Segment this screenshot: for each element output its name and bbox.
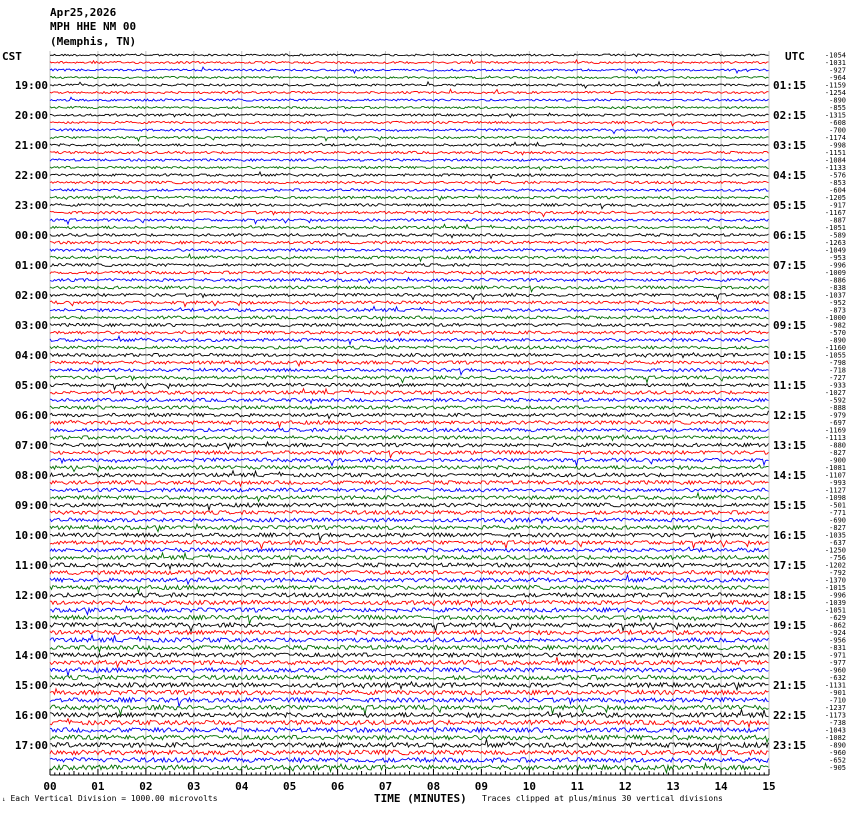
utc-hour-label: 18:15 [773,589,807,602]
trace-offset-label: -886 [829,276,846,285]
trace-offset-label: -890 [829,336,846,345]
trace-45 [50,389,769,395]
trace-28 [50,264,769,267]
trace-offset-label: -1127 [824,486,846,495]
trace-offset-label: -756 [829,554,846,562]
trace-offset-label: -1173 [824,711,846,720]
trace-offset-label: -927 [829,66,846,75]
utc-hour-label: 04:15 [773,169,807,182]
left-timezone-label: CST [2,50,22,63]
trace-56 [50,471,769,477]
trace-49 [50,420,769,427]
trace-offset-label: -1113 [824,434,846,442]
x-axis-title: TIME (MINUTES) [374,792,467,805]
trace-5 [50,89,769,93]
trace-offset-label: -1009 [824,269,846,277]
trace-offset-label: -1027 [824,389,846,397]
trace-17 [50,181,769,183]
trace-65 [50,540,769,548]
seismic-traces [50,54,769,773]
trace-offset-label: -718 [829,366,846,375]
trace-offset-label: -977 [829,659,846,667]
trace-offset-label: -1098 [824,494,846,502]
x-tick-label: 05 [283,780,297,793]
trace-88 [50,710,769,718]
trace-offset-label: -1263 [824,239,846,247]
trace-76 [50,623,769,632]
trace-52 [50,442,769,449]
cst-hour-label: 21:00 [14,139,48,152]
x-tick-label: 02 [139,780,153,793]
trace-41 [50,360,769,366]
trace-34 [50,306,769,311]
trace-27 [50,254,769,261]
trace-offset-label: -710 [829,696,846,705]
x-tick-label: 10 [522,780,536,793]
trace-20 [50,204,769,209]
trace-offset-label: -1370 [824,576,846,585]
utc-hour-label: 08:15 [773,289,807,302]
trace-16 [50,172,769,178]
trace-15 [50,166,769,170]
trace-82 [50,668,769,676]
trace-offset-label: -1151 [824,149,846,157]
trace-offset-label: -798 [829,359,846,367]
trace-offset-label: -1031 [824,59,846,67]
trace-offset-label: -887 [829,216,846,225]
trace-70 [50,575,769,584]
trace-offset-label: -901 [829,689,846,697]
trace-25 [50,241,769,244]
cst-hour-label: 07:00 [14,439,48,452]
trace-offset-label: -862 [829,621,846,630]
x-tick-label: 15 [762,780,776,793]
trace-6 [50,97,769,101]
utc-hour-labels [773,79,806,752]
utc-hour-label: 01:15 [773,79,807,92]
x-tick-label: 01 [91,780,105,793]
trace-offset-label: -700 [829,126,846,135]
trace-offset-label: -952 [829,299,846,307]
trace-55 [50,465,769,472]
trace-offset-label: -998 [829,141,846,150]
utc-hour-label: 09:15 [773,319,807,332]
trace-61 [50,511,769,515]
trace-90 [50,728,769,733]
utc-hour-label: 11:15 [773,379,807,392]
station-location: (Memphis, TN) [50,35,137,48]
x-tick-label: 06 [330,780,345,793]
trace-46 [50,398,769,403]
trace-offset-label: -838 [829,284,846,292]
trace-21 [50,211,769,217]
trace-66 [50,547,769,552]
trace-offset-label: -1159 [824,81,846,90]
trace-40 [50,353,769,358]
trace-offset-label: -996 [829,261,846,270]
trace-offset-label: -1167 [824,209,846,217]
trace-offset-label: -576 [829,171,846,180]
x-tick-label: 13 [666,780,680,793]
utc-hour-label: 06:15 [773,229,807,242]
trace-80 [50,653,769,657]
trace-57 [50,481,769,486]
trace-offset-label: -933 [829,381,846,390]
trace-offset-label: -996 [829,591,846,600]
trace-offset-label: -1015 [824,584,846,592]
trace-1 [50,60,769,64]
x-tick-label: 07 [378,780,393,793]
cst-hour-label: 05:00 [14,379,48,392]
trace-23 [50,224,769,228]
trace-4 [50,82,769,88]
trace-37 [50,331,769,336]
trace-12 [50,142,769,146]
trace-69 [50,571,769,575]
utc-hour-label: 19:15 [773,619,807,632]
trace-93 [50,750,769,755]
plot-date: Apr25,2026 [50,6,117,19]
cst-hour-label: 10:00 [14,529,48,542]
x-tick-label: 04 [235,780,249,793]
trace-64 [50,533,769,541]
trace-offset-label: -608 [829,119,846,127]
trace-13 [50,151,769,155]
trace-78 [50,635,769,642]
trace-48 [50,411,769,419]
trace-43 [50,376,769,383]
trace-offset-label: -1250 [824,546,846,555]
trace-offset-label: -1133 [824,164,846,172]
cst-hour-label: 03:00 [14,319,48,332]
trace-offset-label: -1084 [824,156,846,165]
trace-71 [50,585,769,593]
cst-hour-label: 08:00 [14,469,48,482]
trace-offset-label: -1081 [824,464,846,472]
trace-75 [50,615,769,623]
trace-19 [50,195,769,200]
trace-offset-label: -960 [829,666,846,675]
trace-47 [50,406,769,409]
cst-hour-label: 13:00 [14,619,48,632]
trace-offset-label: -979 [829,411,846,420]
time-axis [43,769,775,793]
cst-hour-label: 09:00 [14,499,48,512]
trace-51 [50,435,769,440]
trace-offset-label: -1205 [824,194,846,202]
trace-offset-label: -570 [829,329,846,337]
utc-hour-label: 14:15 [773,469,807,482]
trace-94 [50,758,769,763]
trace-22 [50,219,769,224]
utc-hour-label: 12:15 [773,409,807,422]
trace-68 [50,563,769,569]
trace-offset-label: -905 [829,764,846,772]
scale-note: ↓ Each Vertical Division = 1000.00 microvolts [2,794,218,803]
utc-hour-label: 23:15 [773,739,807,752]
trace-24 [50,234,769,238]
cst-hour-label: 11:00 [14,559,48,572]
trace-offset-label: -1254 [824,89,846,97]
trace-offset-label: -924 [829,629,846,637]
trace-offset-label: -890 [829,96,846,105]
trace-offset-label: -792 [829,569,846,577]
utc-hour-label: 16:15 [773,529,807,542]
trace-73 [50,600,769,606]
cst-hour-label: 14:00 [14,649,48,662]
cst-hour-label: 02:00 [14,289,48,302]
trace-35 [50,316,769,320]
trace-offset-label: -690 [829,516,846,525]
x-tick-label: 12 [618,780,632,793]
trace-offset-label: -637 [829,539,846,547]
trace-offset-label: -1160 [824,344,846,352]
trace-54 [50,458,769,466]
trace-offset-label: -727 [829,374,846,382]
trace-offset-label: -956 [829,636,846,645]
trace-offset-label: -1055 [824,351,846,360]
trace-offset-label: -880 [829,441,846,450]
utc-hour-label: 17:15 [773,559,807,572]
trace-89 [50,719,769,727]
trace-84 [50,682,769,690]
x-tick-label: 03 [187,780,201,793]
x-tick-label: 08 [426,780,441,793]
utc-hour-label: 22:15 [773,709,807,722]
trace-offset-label: -982 [829,321,846,330]
cst-hour-label: 06:00 [14,409,48,422]
trace-30 [50,278,769,284]
trace-74 [50,606,769,614]
utc-hour-label: 07:15 [773,259,807,272]
trace-59 [50,493,769,501]
trace-offset-label: -873 [829,306,846,315]
trace-31 [50,286,769,292]
trace-offset-label: -1174 [824,134,846,142]
trace-offset-label: -501 [829,501,846,510]
x-tick-label: 00 [43,780,57,793]
trace-36 [50,323,769,326]
trace-offset-label: -1237 [824,704,846,712]
trace-offset-label: -1039 [824,599,846,607]
trace-14 [50,159,769,161]
cst-hour-label: 16:00 [14,709,48,722]
trace-offset-labels [825,52,846,773]
utc-hour-label: 21:15 [773,679,807,692]
utc-hour-label: 15:15 [773,499,807,512]
trace-offset-label: -771 [829,509,846,517]
trace-offset-label: -971 [829,651,846,660]
trace-18 [50,189,769,192]
trace-offset-label: -888 [829,404,846,412]
trace-91 [50,735,769,742]
trace-offset-label: -1035 [824,531,846,540]
trace-offset-label: -1000 [824,314,846,322]
trace-offset-label: -697 [829,419,846,427]
trace-offset-label: -853 [829,179,846,187]
trace-9 [50,121,769,125]
trace-offset-label: -827 [829,449,846,457]
utc-hour-label: 02:15 [773,109,807,122]
x-tick-label: 11 [570,780,584,793]
trace-offset-label: -1202 [824,561,846,570]
trace-offset-label: -993 [829,479,846,487]
cst-hour-label: 20:00 [14,109,48,122]
trace-38 [50,336,769,344]
trace-0 [50,54,769,57]
cst-hour-label: 00:00 [14,229,48,242]
trace-offset-label: -1051 [824,224,846,232]
trace-offset-label: -855 [829,104,846,112]
cst-hour-labels [15,79,48,752]
trace-42 [50,368,769,374]
trace-32 [50,293,769,299]
x-tick-label: 09 [474,780,489,793]
utc-hour-label: 05:15 [773,199,807,212]
trace-85 [50,689,769,695]
trace-2 [50,67,769,73]
cst-hour-label: 12:00 [14,589,48,602]
trace-39 [50,346,769,349]
trace-67 [50,553,769,560]
trace-58 [50,488,769,492]
trace-offset-label: -917 [829,201,846,210]
clip-note: Traces clipped at plus/minus 30 vertical divisions [482,794,723,803]
trace-offset-label: -1051 [824,606,846,615]
trace-62 [50,517,769,523]
utc-hour-label: 10:15 [773,349,807,362]
trace-offset-label: -1131 [824,681,846,690]
trace-offset-label: -890 [829,741,846,750]
trace-offset-label: -953 [829,254,846,262]
trace-offset-label: -1054 [824,51,846,60]
cst-hour-label: 15:00 [14,679,48,692]
trace-offset-label: -738 [829,719,846,727]
trace-offset-label: -1037 [824,291,846,300]
trace-8 [50,113,769,117]
trace-offset-label: -1169 [824,426,846,435]
trace-offset-label: -1107 [824,471,846,480]
trace-53 [50,451,769,458]
station-code: MPH HHE NM 00 [50,20,137,33]
trace-79 [50,645,769,651]
trace-72 [50,593,769,597]
utc-hour-label: 13:15 [773,439,807,452]
utc-hour-label: 20:15 [773,649,807,662]
trace-26 [50,249,769,253]
trace-81 [50,657,769,667]
cst-hour-label: 01:00 [14,259,48,272]
trace-offset-label: -964 [829,74,846,82]
trace-92 [50,739,769,751]
trace-7 [50,106,769,108]
trace-33 [50,301,769,307]
trace-offset-label: -1043 [824,726,846,735]
trace-10 [50,129,769,134]
trace-83 [50,675,769,679]
cst-hour-label: 17:00 [14,739,48,752]
trace-offset-label: -589 [829,231,846,240]
trace-offset-label: -1082 [824,734,846,742]
scale-note-text: Each Vertical Division = 1000.00 microvolts [10,794,218,803]
trace-86 [50,698,769,707]
trace-offset-label: -652 [829,756,846,765]
trace-11 [50,136,769,141]
cst-hour-label: 23:00 [14,199,48,212]
trace-offset-label: -960 [829,749,846,757]
trace-44 [50,383,769,389]
trace-63 [50,524,769,531]
right-timezone-label: UTC [785,50,805,63]
trace-offset-label: -592 [829,396,846,405]
trace-77 [50,629,769,634]
trace-50 [50,428,769,431]
trace-29 [50,270,769,274]
trace-offset-label: -604 [829,186,846,195]
trace-3 [50,76,769,79]
trace-offset-label: -629 [829,614,846,622]
utc-hour-label: 03:15 [773,139,807,152]
trace-offset-label: -1049 [824,246,846,255]
trace-offset-label: -831 [829,644,846,652]
x-tick-label: 14 [714,780,728,793]
trace-offset-label: -827 [829,524,846,532]
trace-60 [50,503,769,510]
trace-offset-label: -1315 [824,111,846,120]
cst-hour-label: 22:00 [14,169,48,182]
trace-offset-label: -900 [829,456,846,465]
cst-hour-label: 19:00 [14,79,48,92]
cst-hour-label: 04:00 [14,349,48,362]
trace-offset-label: -632 [829,674,846,682]
